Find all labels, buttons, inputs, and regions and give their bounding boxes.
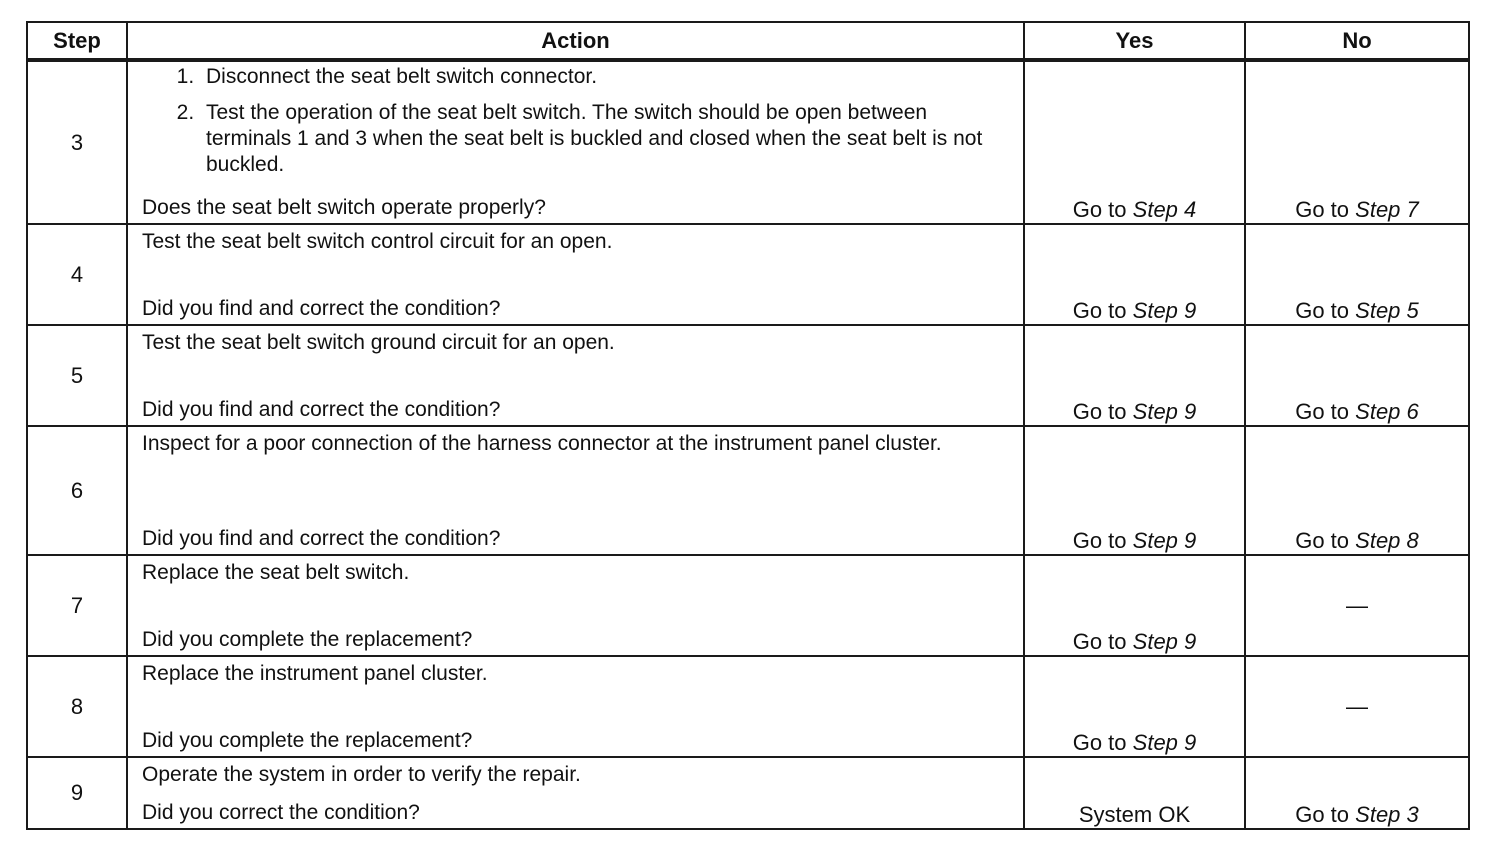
diagnostic-table	[26, 21, 1470, 830]
table-row	[27, 60, 1469, 224]
goto-label: Go to	[1295, 528, 1350, 553]
yes-step-link: Step 9	[1132, 298, 1197, 323]
action-question: Does the seat belt switch operate properly?	[142, 196, 546, 219]
list-item: 1. Disconnect the seat belt switch connector.	[200, 64, 983, 90]
table-row	[27, 555, 1469, 656]
no-cell	[1245, 224, 1469, 325]
yes-cell	[1024, 325, 1245, 426]
no-step-link: Step 3	[1355, 802, 1419, 827]
action-question: Did you correct the condition?	[142, 801, 420, 824]
action-cell	[127, 60, 1024, 224]
no-cell	[1245, 325, 1469, 426]
yes-step-link: Step 4	[1132, 197, 1197, 222]
no-cell	[1245, 60, 1469, 224]
step-number: 9	[27, 757, 127, 829]
action-list	[142, 64, 983, 178]
step-number: 8	[27, 656, 127, 757]
table-row	[27, 656, 1469, 757]
step-number: 6	[27, 426, 127, 555]
goto-label: Go to	[1072, 730, 1127, 755]
list-item: 2. Test the operation of the seat belt switch. The switch should be open between terminals 1 and 3 when the seat belt is buckled and closed when the seat belt is not buckled.	[200, 100, 983, 178]
action-question: Did you find and correct the condition?	[142, 398, 501, 421]
yes-step-link: Step 9	[1132, 730, 1197, 755]
header-yes: Yes	[1024, 22, 1245, 60]
step-number: 3	[27, 60, 127, 224]
yes-cell	[1024, 656, 1245, 757]
no-cell	[1245, 757, 1469, 829]
goto-label: Go to	[1295, 399, 1350, 424]
table-row	[27, 426, 1469, 555]
yes-cell	[1024, 555, 1245, 656]
goto-label: Go to	[1072, 298, 1127, 323]
no-cell	[1245, 555, 1469, 656]
no-cell	[1245, 656, 1469, 757]
goto-label: Go to	[1072, 528, 1127, 553]
no-dash: —	[1346, 693, 1368, 719]
yes-cell	[1024, 60, 1245, 224]
table-row	[27, 224, 1469, 325]
yes-step-link: Step 9	[1132, 528, 1197, 553]
action-cell	[127, 325, 1024, 426]
action-text: Replace the seat belt switch.	[142, 561, 410, 584]
header-no: No	[1245, 22, 1469, 60]
no-step-link: Step 8	[1355, 528, 1419, 553]
action-text: Inspect for a poor connection of the harness connector at the instrument panel cluster.	[142, 432, 942, 455]
no-step-link: Step 5	[1355, 298, 1419, 323]
goto-label: Go to	[1072, 399, 1127, 424]
action-text: Test the seat belt switch control circuit for an open.	[142, 230, 613, 253]
goto-label: Go to	[1295, 197, 1350, 222]
action-cell	[127, 555, 1024, 656]
goto-label: Go to	[1295, 802, 1350, 827]
action-question: Did you complete the replacement?	[142, 628, 473, 651]
goto-label: Go to	[1072, 197, 1127, 222]
table-row	[27, 757, 1469, 829]
no-step-link: Step 6	[1355, 399, 1419, 424]
no-dash: —	[1346, 592, 1368, 618]
action-question: Did you complete the replacement?	[142, 729, 473, 752]
header-action: Action	[127, 22, 1024, 60]
yes-cell: System OK	[1024, 757, 1245, 829]
action-question: Did you find and correct the condition?	[142, 297, 501, 320]
no-step-link: Step 7	[1355, 197, 1419, 222]
step-number: 4	[27, 224, 127, 325]
action-cell	[127, 757, 1024, 829]
yes-step-link: Step 9	[1132, 399, 1197, 424]
goto-label: Go to	[1295, 298, 1350, 323]
table-row	[27, 325, 1469, 426]
no-cell	[1245, 426, 1469, 555]
yes-cell	[1024, 224, 1245, 325]
action-text: Replace the instrument panel cluster.	[142, 662, 488, 685]
header-step: Step	[27, 22, 127, 60]
action-question: Did you find and correct the condition?	[142, 527, 501, 550]
header-row	[27, 22, 1469, 60]
action-text: Test the seat belt switch ground circuit for an open.	[142, 331, 615, 354]
step-number: 5	[27, 325, 127, 426]
action-cell	[127, 656, 1024, 757]
action-cell	[127, 224, 1024, 325]
yes-cell	[1024, 426, 1245, 555]
goto-label: Go to	[1072, 629, 1127, 654]
yes-step-link: Step 9	[1132, 629, 1197, 654]
step-number: 7	[27, 555, 127, 656]
action-text: Operate the system in order to verify the repair.	[142, 763, 581, 786]
action-cell	[127, 426, 1024, 555]
